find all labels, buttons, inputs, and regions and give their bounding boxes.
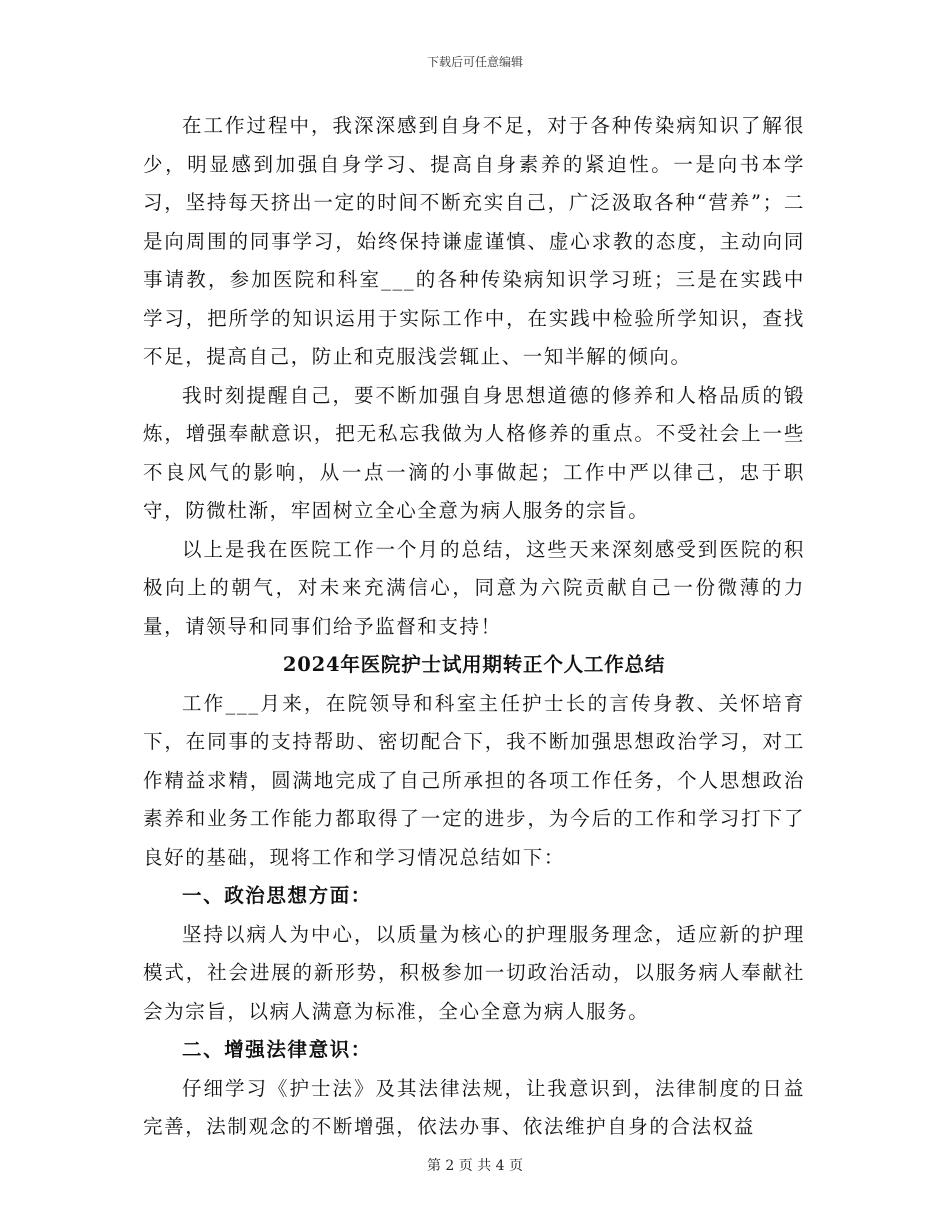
paragraph-moral-cultivation: 我时刻提醒自己，要不断加强自身思想道德的修养和人格品质的锻炼，增强奉献意识，把无私忘我做为人格修养的重点。不受社会上一些不良风气的影响，从一点一滴的小事做起；工作中严以律己，忠于职守，防微杜渐，牢固树立全心全意为病人服务的宗旨。	[143, 383, 805, 522]
page-number-footer: 第 2 页 共 4 页	[426, 1158, 524, 1174]
section-heading-law: 二、增强法律意识：	[182, 1038, 372, 1061]
paragraph-month-summary: 以上是我在医院工作一个月的总结，这些天来深刻感受到医院的积极向上的朝气，对未来充满信心，同意为六院贡献自己一份微薄的力量，请领导和同事们给予监督和支持！	[143, 537, 805, 638]
document-body	[143, 107, 805, 1147]
paragraph-intro: 工作___月来，在院领导和科室主任护士长的言传身教、关怀培育下，在同事的支持帮助、密切配合下，我不断加强思想政治学习，对工作精益求精，圆满地完成了自己所承担的各项工作任务，个人思想政治素养和业务工作能力都取得了一定的进步，为今后的工作和学习打下了良好的基础，现将工作和学习情况总结如下：	[143, 691, 805, 869]
paragraph-politics: 坚持以病人为中心，以质量为核心的护理服务理念，适应新的护理模式，社会进展的新形势，积极参加一切政治活动，以服务病人奉献社会为宗旨，以病人满意为标准，全心全意为病人服务。	[143, 922, 805, 1023]
page-header-note: 下载后可任意编辑	[426, 55, 523, 69]
paragraph-law: 仔细学习《护士法》及其法律法规，让我意识到，法律制度的日益完善，法制观念的不断增强，依法办事、依法维护自身的合法权益	[143, 1076, 805, 1138]
section-heading-politics: 一、政治思想方面：	[182, 884, 372, 907]
document-title: 2024年医院护士试用期转正个人工作总结	[282, 653, 666, 676]
paragraph-self-study: 在工作过程中，我深深感到自身不足，对于各种传染病知识了解很少，明显感到加强自身学习、提高自身素养的紧迫性。一是向书本学习，坚持每天挤出一定的时间不断充实自己，广泛汲取各种“营养”；二是向周围的同事学习，始终保持谦虚谨慎、虚心求教的态度，主动向同事请教，参加医院和科室___的各种传染病知识学习班；三是在实践中学习，把所学的知识运用于实际工作中，在实践中检验所学知识，查找不足，提高自己，防止和克服浅尝辄止、一知半解的倾向。	[143, 114, 805, 368]
